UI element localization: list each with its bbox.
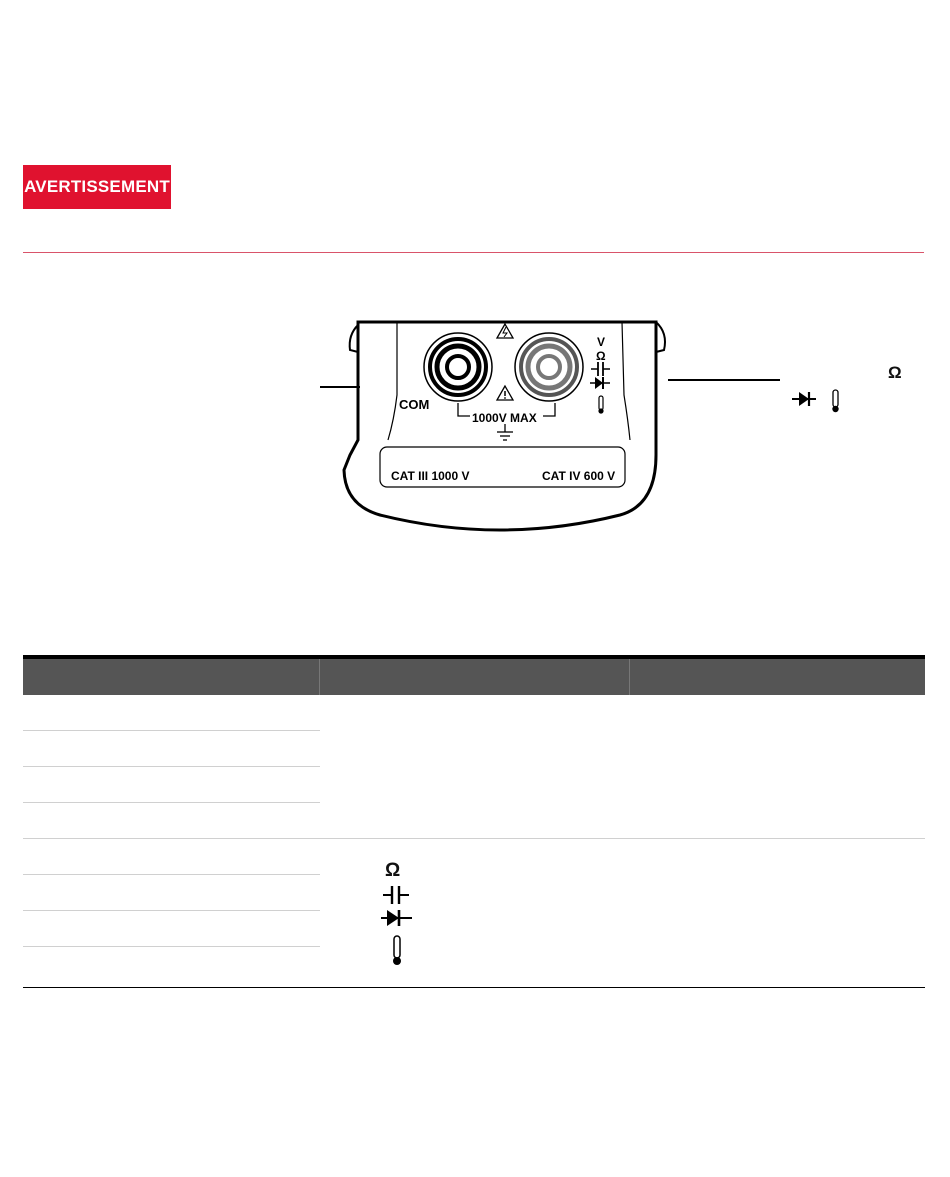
table-symbols: [378, 860, 418, 970]
com-jack: [424, 333, 492, 401]
table-cell: [320, 767, 630, 839]
table-cell: [320, 695, 630, 767]
diode-icon: [381, 910, 412, 926]
thermometer-icon: [393, 936, 401, 965]
table-header-cell: [320, 657, 630, 695]
table-cell: [320, 839, 630, 988]
table-cell: [630, 839, 926, 988]
table-cell: [23, 695, 320, 731]
terminal-diagram: [320, 300, 680, 540]
table-cell: [23, 947, 320, 988]
table-cell: [630, 695, 926, 767]
com-callout-line: [320, 386, 360, 388]
cat-iv-label: CAT IV 600 V: [542, 469, 616, 483]
table-ohm-symbol: Ω: [385, 860, 401, 881]
cat-iii-label: CAT III 1000 V: [391, 469, 470, 483]
table-cell: [23, 839, 320, 875]
diode-icon: [792, 392, 816, 406]
table-cell: [23, 911, 320, 947]
table-header-cell: [630, 657, 926, 695]
input-callout-line: [668, 379, 780, 381]
table-cell: [23, 767, 320, 803]
table-header-cell: [23, 657, 320, 695]
warning-badge: AVERTISSEMENT: [23, 165, 171, 209]
com-label: COM: [399, 397, 430, 412]
callout-symbols: [790, 362, 910, 422]
table-cell: [630, 767, 926, 839]
table-row: [23, 767, 925, 803]
thermometer-icon: [832, 390, 838, 412]
max-voltage-label: 1000V MAX: [472, 411, 537, 425]
section-divider: [23, 252, 924, 253]
table-cell: [23, 803, 320, 839]
table-cell: [23, 731, 320, 767]
table-header-row: [23, 657, 925, 695]
input-jack: [515, 333, 583, 401]
capacitor-icon: [383, 886, 409, 904]
terminal-spec-table: [23, 655, 925, 988]
table-row: [23, 839, 925, 875]
ohm-symbol: Ω: [596, 349, 606, 363]
volt-symbol: V: [597, 335, 606, 349]
table-row: [23, 695, 925, 731]
callout-ohm-symbol: Ω: [888, 363, 902, 382]
table-cell: [23, 875, 320, 911]
